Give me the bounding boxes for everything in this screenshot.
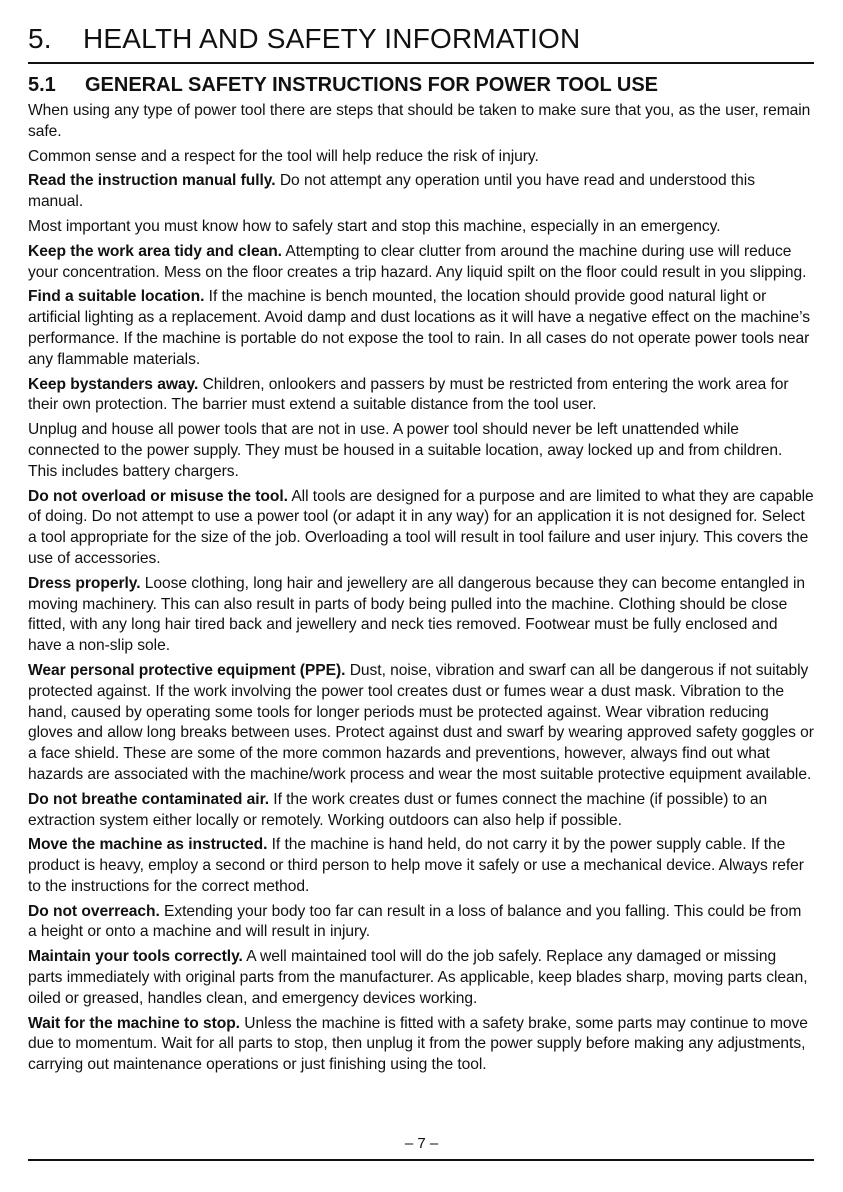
paragraph-lead: Do not overload or misuse the tool. — [28, 487, 288, 505]
paragraph-start-stop — [28, 217, 814, 238]
chapter-heading — [28, 20, 814, 58]
paragraph-maintain — [28, 947, 814, 1009]
paragraph-move — [28, 835, 814, 897]
paragraph-common-sense — [28, 147, 814, 168]
paragraph-bystanders — [28, 375, 814, 417]
paragraph-text: A well maintained tool will do the job safely. Replace any damaged or missing parts immediately with original parts from the manufacturer. As applicable, keep blades sharp, moving parts clean, oiled or greased, handles clean, and emergency devices working. — [28, 948, 808, 1007]
paragraph-text: Common sense and a respect for the tool will help reduce the risk of injury. — [28, 147, 539, 165]
paragraph-ppe — [28, 661, 814, 786]
paragraph-lead: Maintain your tools correctly. — [28, 948, 243, 966]
paragraph-lead: Do not overreach. — [28, 902, 160, 920]
paragraph-text: Most important you must know how to safely start and stop this machine, especially in an emergency. — [28, 217, 721, 235]
paragraph-text: Extending your body too far can result in a loss of balance and you falling. This could be from a height or onto a machine and will result in injury. — [28, 902, 802, 941]
paragraph-lead: Wear personal protective equipment (PPE). — [28, 661, 346, 679]
manual-page — [28, 20, 814, 1080]
paragraph-text: All tools are designed for a purpose and are limited to what they are capable of doing. Do not attempt to use a power tool (or adapt it in any way) for an application it is not designed for. Select a tool appropriate for the size of the job. Overloading a tool will result in tool failure and user injury. This covers the use of accessories. — [28, 487, 814, 567]
paragraph-read-manual — [28, 171, 814, 213]
chapter-title: HEALTH AND SAFETY INFORMATION — [83, 23, 581, 54]
section-number: 5.1 — [28, 74, 56, 96]
chapter-divider — [28, 62, 814, 64]
paragraph-text: Unplug and house all power tools that are not in use. A power tool should never be left unattended while connected to the power supply. They must be housed in a suitable location, away locked up and from children. This includes battery chargers. — [28, 421, 783, 480]
paragraph-lead: Wait for the machine to stop. — [28, 1014, 240, 1032]
paragraph-lead: Read the instruction manual fully. — [28, 172, 276, 190]
chapter-number: 5. — [28, 23, 52, 54]
page-number: – 7 – — [404, 1135, 439, 1152]
paragraph-text: Do not attempt any operation until you have read and understood this manual. — [28, 172, 755, 211]
footer-divider — [28, 1159, 814, 1161]
paragraph-lead: Keep bystanders away. — [28, 375, 199, 393]
paragraph-text: Attempting to clear clutter from around the machine during use will reduce your concentration. Mess on the floor creates a trip hazard. Any liquid spilt on the floor could result in you slipping. — [28, 242, 807, 281]
section-title: GENERAL SAFETY INSTRUCTIONS FOR POWER TOOL USE — [85, 74, 659, 96]
paragraph-intro — [28, 101, 814, 143]
body-text — [28, 101, 814, 1076]
paragraph-text: When using any type of power tool there are steps that should be taken to make sure that you, as the user, remain safe. — [28, 102, 811, 140]
paragraph-lead: Dress properly. — [28, 574, 141, 592]
paragraph-text: Children, onlookers and passers by must be restricted from entering the work area for their own protection. The barrier must extend a suitable distance from the tool user. — [28, 375, 789, 414]
paragraph-text: If the machine is hand held, do not carry it by the power supply cable. If the product is heavy, employ a second or third person to help move it safely or use a mechanical device. Always refer to the instructions for the correct method. — [28, 836, 804, 895]
paragraph-overreach — [28, 902, 814, 944]
paragraph-lead: Do not breathe contaminated air. — [28, 790, 270, 808]
section-heading — [28, 72, 814, 98]
paragraph-wait — [28, 1014, 814, 1076]
paragraph-text: Loose clothing, long hair and jewellery are all dangerous because they can become entangled in moving machinery. This can also result in parts of body being pulled into the machine. Clothing should be close fitted, with any long hair tired back and jewellery and neck ties removed. Footwear must be fully enclosed and have a non-slip sole. — [28, 574, 805, 655]
paragraph-lead: Keep the work area tidy and clean. — [28, 242, 282, 260]
paragraph-air — [28, 790, 814, 832]
paragraph-work-area — [28, 242, 814, 284]
paragraph-text: If the work creates dust or fumes connect the machine (if possible) to an extraction system either locally or remotely. Working outdoors can also help if possible. — [28, 790, 768, 829]
paragraph-text: If the machine is bench mounted, the location should provide good natural light or artificial lighting as a replacement. Avoid damp and dust locations as it will have a negative effect on the machine’s performance. If the machine is portable do not expose the tool to rain. In all cases do not operate power tools near any flammable materials. — [28, 288, 811, 368]
paragraph-text: Unless the machine is fitted with a safety brake, some parts may continue to move due to momentum. Wait for all parts to stop, then unplug it from the power supply before making any adjustments, carrying out maintenance operations or just finishing using the tool. — [28, 1014, 808, 1074]
paragraph-text: Dust, noise, vibration and swarf can all be dangerous if not suitably protected against. If the work involving the power tool creates dust or fumes wear a dust mask. Vibration to the hand, caused by operating some tools for longer periods must be protected against. Wear vibration reducing gloves and allow long breaks between uses. Protect against dust and swarf by wearing approved safety goggles or a face shield. These are some of the more common hazards and preventions, however, always find out what hazards are associated with the machine/work process and wear the most suitable protective equipment available. — [28, 661, 814, 783]
paragraph-location — [28, 287, 814, 370]
paragraph-overload — [28, 487, 814, 570]
paragraph-lead: Move the machine as instructed. — [28, 836, 268, 854]
paragraph-unplug — [28, 420, 814, 482]
paragraph-lead: Find a suitable location. — [28, 288, 205, 306]
paragraph-dress — [28, 574, 814, 657]
